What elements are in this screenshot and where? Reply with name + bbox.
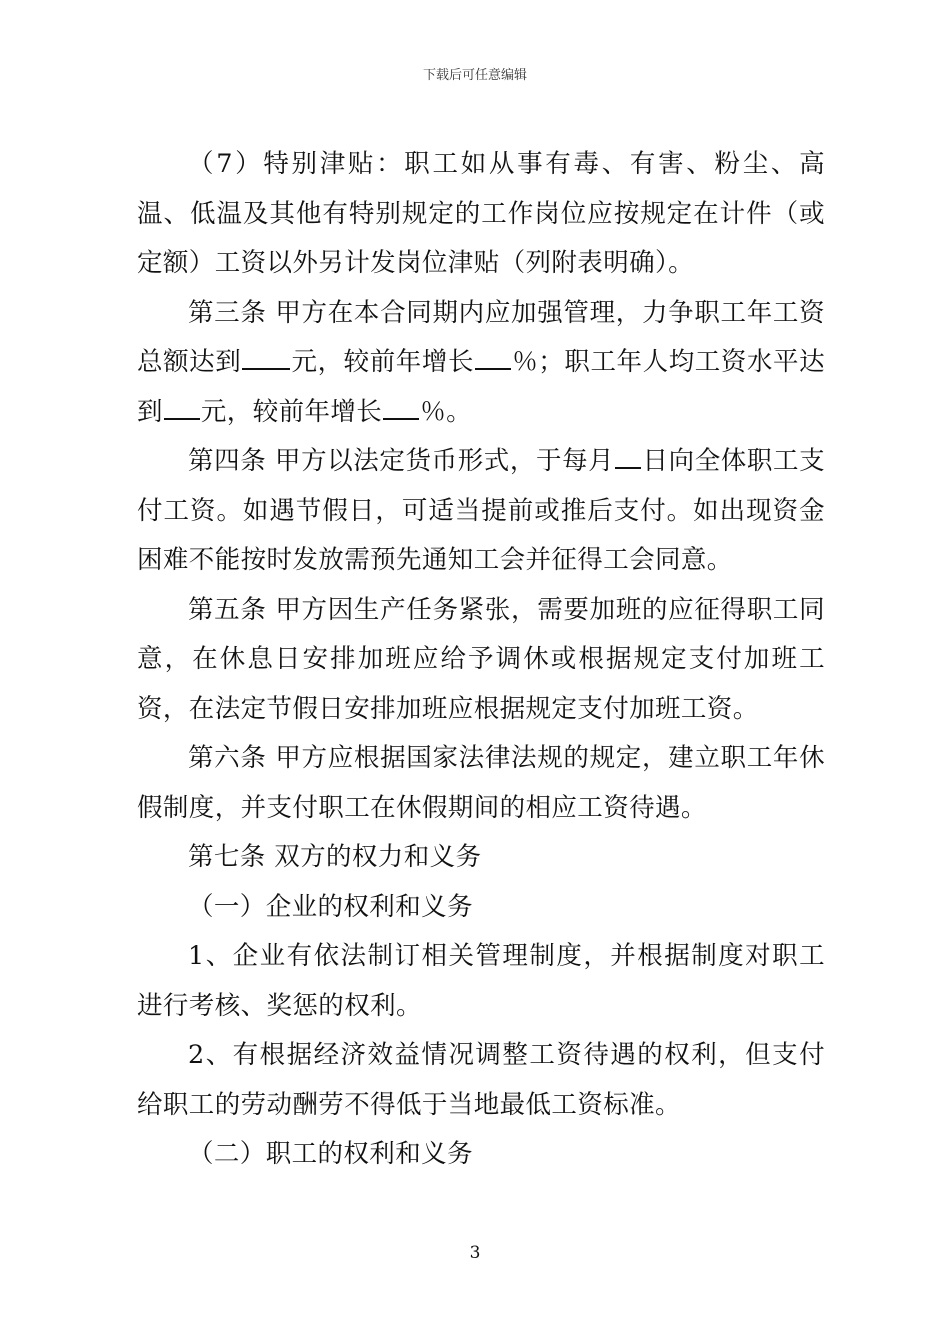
article-3-text-4: 元，较前年增长 — [200, 396, 383, 427]
paragraph-article-6: 第六条 甲方应根据国家法律法规的规定，建立职工年休假制度，并支付职工在休假期间的相应工资待遇。 — [137, 743, 825, 823]
paragraph-special-allowance: （7）特别津贴：职工如从事有毒、有害、粉尘、高温、低温及其他有特别规定的工作岗位应按规定在计件（或定额）工资以外另计发岗位津贴（列附表明确）。 — [137, 149, 825, 278]
article-4-text-1: 第四条 甲方以法定货币形式，于每月 — [188, 446, 615, 476]
article-3-text-1: 第三条 甲方在本合同期内应加强管理，力争职工年工资总额达到 — [137, 297, 825, 377]
paragraph-article-5: 第五条 甲方因生产任务紧张，需要加班的应征得职工同意，在休息日安排加班应给予调休或根据规定支付加班工资，在法定节假日安排加班应根据规定支付加班工资。 — [137, 594, 825, 724]
paragraph-article-3 — [137, 289, 825, 438]
article-3-text-2: 元，较前年增长 — [291, 347, 475, 377]
paragraph-article-4 — [137, 437, 825, 586]
page-header-note: 下载后可任意编辑 — [422, 68, 527, 83]
blank-pay-day[interactable] — [615, 445, 641, 469]
blank-total-growth[interactable] — [475, 346, 511, 370]
section-employee-rights: （二）职工的权利和义务 — [188, 1139, 473, 1169]
blank-average-growth[interactable] — [383, 396, 419, 420]
page-number: 3 — [469, 1243, 481, 1263]
paragraph-enterprise-item-1: 1、企业有依法制订相关管理制度，并根据制度对职工进行考核、奖惩的权利。 — [137, 941, 825, 1021]
section-enterprise-rights: （一）企业的权利和义务 — [188, 891, 473, 922]
blank-average-wage[interactable] — [164, 396, 200, 420]
article-4-text-2: 日向全体职工支付工资。如遇节假日，可适当提前或推后支付。如出现资金困难不能按时发放需预先通知工会并征得工会同意。 — [137, 446, 825, 575]
blank-total-wage[interactable] — [242, 346, 290, 370]
paragraph-article-7: 第七条 双方的权力和义务 — [188, 842, 482, 872]
article-3-text-3: ％；职工年人均工资水平达到 — [137, 347, 825, 427]
paragraph-enterprise-item-2: 2、有根据经济效益情况调整工资待遇的权利，但支付给职工的劳动酬劳不得低于当地最低工资标准。 — [137, 1040, 825, 1120]
article-3-text-5: ％。 — [420, 396, 473, 427]
document-body — [137, 140, 825, 1180]
